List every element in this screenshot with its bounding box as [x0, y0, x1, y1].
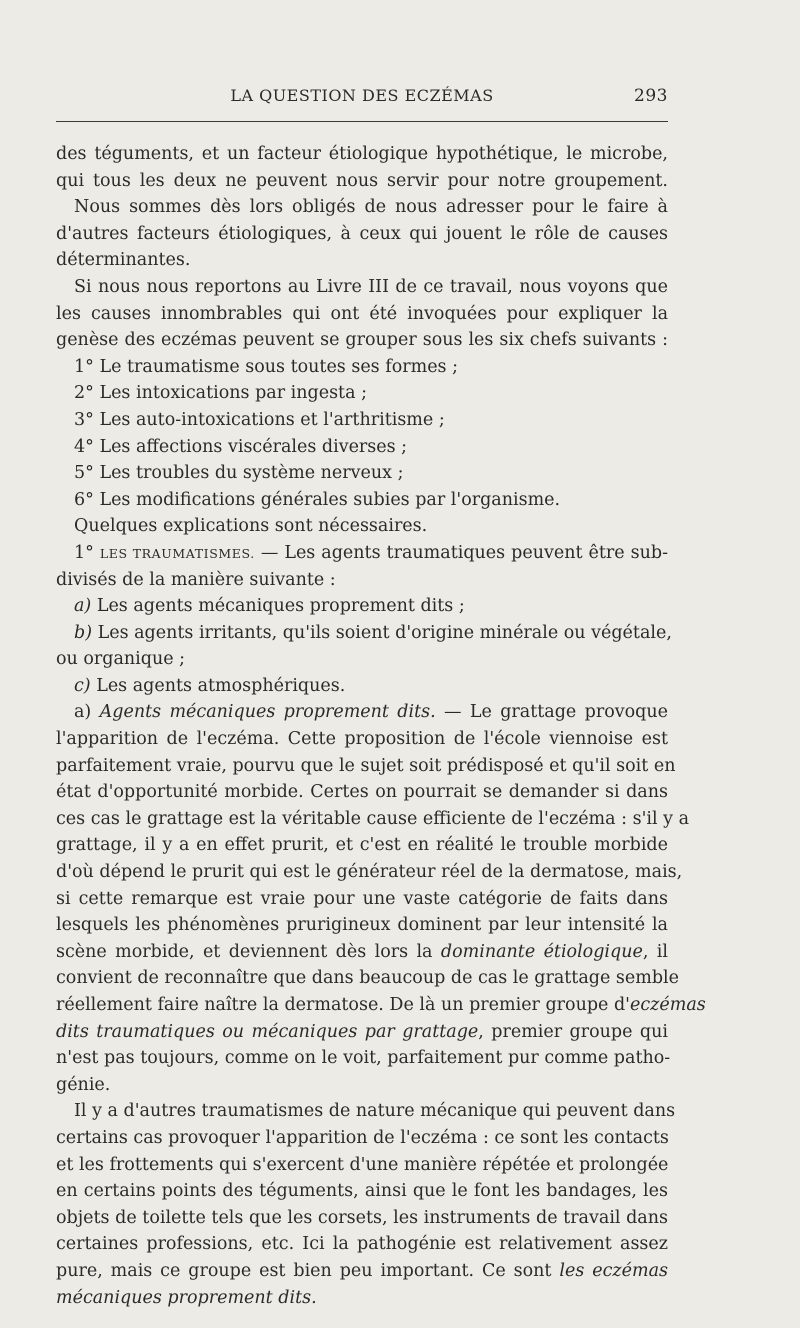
body-text [56, 141, 706, 1311]
text-line [56, 726, 668, 753]
text-run: l'apparition de l'eczéma. Cette proposition de l'école viennoise est [56, 729, 668, 750]
text-line [56, 1178, 668, 1205]
text-line [56, 779, 668, 806]
text-run: certaines professions, etc. Ici la pathogénie est relativement assez [56, 1234, 668, 1255]
text-line [56, 1285, 668, 1312]
text-run: objets de toilette tels que les corsets, les instruments de travail dans [56, 1207, 668, 1228]
text-run: — Les agents traumatiques peuvent être sub- [254, 542, 668, 563]
text-run: Il y a d'autres traumatismes de nature mécanique qui peuvent dans [74, 1101, 676, 1122]
text-line [56, 673, 668, 700]
text-run: genèse des eczémas peuvent se grouper sous les six chefs suivants : [56, 330, 668, 351]
text-line [56, 832, 668, 859]
text-line [56, 1125, 668, 1152]
text-run: ces cas le grattage est la véritable cause efficiente de l'eczéma : s'il y a [56, 808, 690, 829]
text-run: 1° [74, 542, 100, 563]
text-line [56, 221, 668, 248]
text-line [56, 593, 668, 620]
page-number: 293 [634, 86, 668, 106]
text-line [56, 1019, 668, 1046]
text-line [56, 1152, 668, 1179]
text-line [56, 1231, 668, 1258]
text-run: , il [642, 941, 668, 962]
text-run: et les frottements qui s'exercent d'une manière répétée et prolongée [56, 1154, 669, 1175]
text-line [56, 992, 706, 1019]
text-run: convient de reconnaître que dans beaucoup de cas le grattage semble [56, 968, 679, 989]
text-line [56, 168, 668, 195]
italic-text: b) [74, 622, 93, 643]
text-run: divisés de la manière suivante : [56, 569, 336, 590]
italic-text: c) [74, 675, 91, 696]
text-run: scène morbide, et deviennent dès lors la [56, 941, 433, 962]
text-line [56, 540, 668, 567]
text-run: Quelques explications sont nécessaires. [74, 516, 428, 537]
text-run: 6° Les modifications générales subies par l'organisme. [74, 489, 561, 510]
text-line [56, 886, 668, 913]
text-run: 1° Le traumatisme sous toutes ses formes ; [74, 356, 458, 377]
text-line [56, 1205, 668, 1232]
text-line [56, 1258, 668, 1285]
text-line [56, 1072, 668, 1099]
text-run: des téguments, et un facteur étiologique hypothétique, le microbe, [56, 144, 668, 164]
text-line [56, 460, 668, 487]
text-run: d'où dépend le prurit qui est le générateur réel de la dermatose, mais, [56, 862, 683, 883]
text-run: ou organique ; [56, 649, 186, 670]
italic-text: mécaniques proprement dits. [56, 1287, 317, 1308]
text-line [56, 380, 668, 407]
text-line [56, 434, 668, 461]
text-line [56, 513, 668, 540]
page-header [56, 86, 668, 110]
text-run: les causes innombrables qui ont été invoquées pour expliquer la [56, 303, 668, 324]
text-run: n'est pas toujours, comme on le voit, parfaitement pur comme patho- [56, 1048, 671, 1069]
text-line [56, 806, 690, 833]
text-run: réellement faire naître la dermatose. De là un premier groupe d' [56, 995, 630, 1015]
text-run: d'autres facteurs étiologiques, à ceux qui jouent le rôle de causes [56, 223, 668, 244]
text-line [56, 965, 679, 992]
text-run: Si nous nous reportons au Livre III de ce travail, nous voyons que [74, 276, 668, 297]
text-run: lesquels les phénomènes prurigineux dominent par leur intensité la [56, 915, 668, 936]
text-run: 5° Les troubles du système nerveux ; [74, 463, 404, 484]
text-line [56, 1098, 676, 1125]
text-run: , premier groupe qui [478, 1021, 668, 1042]
text-run: état d'opportunité morbide. Certes on pourrait se demander si dans [56, 782, 668, 803]
text-line [56, 859, 683, 886]
text-run: en certains points des téguments, ainsi que le font les bandages, les [56, 1181, 668, 1202]
text-line [56, 194, 668, 221]
text-run: Les agents mécaniques proprement dits ; [91, 596, 465, 617]
italic-text: les eczémas [559, 1260, 668, 1281]
text-run: si cette remarque est vraie pour une vaste catégorie de faits dans [56, 888, 668, 909]
text-run: grattage, il y a en effet prurit, et c'est en réalité le trouble morbide [56, 835, 668, 856]
text-run: Les agents atmosphériques. [90, 675, 346, 696]
text-line [56, 274, 668, 301]
text-line [56, 354, 668, 381]
text-line [56, 1045, 671, 1072]
text-line [56, 912, 668, 939]
text-run: qui tous les deux ne peuvent nous servir pour notre groupement. [56, 170, 668, 191]
italic-text: dominante étiologique [440, 941, 643, 962]
italic-text: dits traumatiques ou mécaniques par grattage [56, 1021, 479, 1042]
text-line [56, 301, 668, 328]
text-line [56, 141, 668, 168]
text-run: pure, mais ce groupe est bien peu important. Ce sont [56, 1260, 552, 1281]
text-line [56, 327, 668, 354]
italic-text: Agents mécaniques proprement dits. [99, 702, 436, 723]
text-line [56, 699, 668, 726]
text-run: Les agents irritants, qu'ils soient d'origine minérale ou végétale, [92, 622, 672, 643]
italic-text: eczémas [630, 995, 706, 1015]
text-line [56, 487, 668, 514]
small-caps-text: LES TRAUMATISMES. [99, 545, 255, 561]
text-line [56, 567, 668, 594]
text-run: 3° Les auto-intoxications et l'arthritisme ; [74, 409, 445, 430]
text-run: 2° Les intoxications par ingesta ; [74, 383, 367, 404]
text-run: déterminantes. [56, 250, 191, 271]
text-run: a) [74, 702, 100, 723]
header-rule [56, 121, 668, 122]
italic-text: a) [74, 596, 92, 617]
text-line [56, 646, 668, 673]
text-run: 4° Les affections viscérales diverses ; [74, 436, 408, 457]
running-title: LA QUESTION DES ECZÉMAS [230, 86, 494, 105]
text-run: certains cas provoquer l'apparition de l'eczéma : ce sont les contacts [56, 1127, 669, 1148]
text-run: génie. [56, 1074, 111, 1095]
text-line [56, 939, 668, 966]
text-line [56, 620, 672, 647]
text-line [56, 753, 676, 780]
text-run: — Le grattage provoque [435, 702, 668, 723]
text-line [56, 247, 668, 274]
text-run: Nous sommes dès lors obligés de nous adresser pour le faire à [74, 197, 668, 218]
text-line [56, 407, 668, 434]
text-run: parfaitement vraie, pourvu que le sujet soit prédisposé et qu'il soit en [56, 755, 676, 776]
